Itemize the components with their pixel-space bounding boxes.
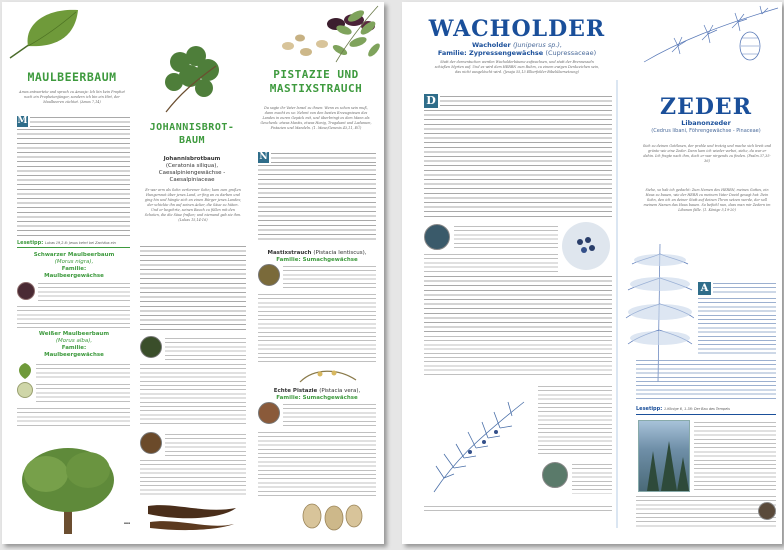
carob-pods-illustration <box>144 500 240 532</box>
title-line: PISTAZIE UND <box>273 68 359 81</box>
juniper-sketch-illustration <box>424 382 534 502</box>
zeder-bottom-text <box>636 496 776 528</box>
maulbeerbaum-quote: Amos antwortete und sprach zu Amazja: Ich bin kein Prophet noch ein Prophetenjünger, sondern ich bin ein Hirt, der Maulbeeren züchtet. (Amos 7,14) <box>19 90 125 104</box>
wacholder-dropcap: D <box>424 94 438 108</box>
lesetipp-reference: Lukas 19,2-6: Jesus kehrt bei Zachäus ein <box>44 241 116 245</box>
wacholder-side-text-2 <box>572 464 612 494</box>
mastic-photo <box>258 264 280 286</box>
zeder-intro-text <box>713 283 776 295</box>
mastixstrauch-text-cont <box>258 294 376 364</box>
species-latin: (Ceratonia siliqua), <box>165 162 219 169</box>
wacholder-body-text-3 <box>424 336 612 378</box>
zeder-lesetipp <box>636 406 776 412</box>
wacholder-body-text <box>424 110 612 220</box>
schwarzer-maulbeerbaum-text <box>38 283 130 303</box>
species-family: Familie: Sumachgewächse <box>276 394 358 401</box>
white-mulberry-leaf-icon <box>17 362 33 380</box>
zeder-side-text <box>694 422 776 492</box>
wacholder-footnote <box>424 506 612 516</box>
poster-right-panel <box>402 2 782 544</box>
pistachio-shells-illustration <box>298 500 368 532</box>
pistazie-body-text <box>258 165 376 243</box>
mastixstrauch-heading <box>260 250 374 264</box>
wacholder-subtitle <box>422 42 612 58</box>
species-family-label: Familie: <box>61 344 87 351</box>
wacholder-text-3 <box>424 254 558 272</box>
maulbeerbaum-lesetipp <box>17 240 132 246</box>
zeder-quote-2: Siehe, so hab ich gedacht: Zum Namen des HERRN, meines Gottes, ein Haus zu bauen, wie der HERR zu meinem Vater David gesagt hat: Dein Sohn, den ich an deiner Statt auf deinen Thron setzen werde, der soll meinem Namen das Haus bauen. So befiehl nun, dass man mir Zedern im Libanon fälle. (1. Könige 5,19-20) <box>643 188 771 212</box>
mastixstrauch-text <box>283 266 376 290</box>
species-family-name: Maulbeergewächse <box>44 272 104 279</box>
carob-photo-1 <box>140 336 162 358</box>
species-name: Johannisbrotbaum <box>163 156 221 162</box>
cedar-cone-photo <box>758 502 776 520</box>
species-latin: (Morus alba), <box>55 337 93 344</box>
species-name: Wacholder <box>471 41 511 49</box>
pistazie-intro-text <box>271 153 376 163</box>
juniper-shrub-photo <box>542 462 568 488</box>
zeder-dropcap: A <box>698 282 711 295</box>
pistachio-photo <box>258 402 280 424</box>
white-mulberry-photo <box>17 382 33 398</box>
maulbeerbaum-body-text <box>17 129 130 237</box>
species-latin: (Pistacia vera), <box>319 388 361 394</box>
species-family-latin: (Cupressaceae) <box>545 48 597 57</box>
carob-pod-photo <box>140 432 162 454</box>
weisser-maulbeerbaum-text-cont <box>36 384 130 404</box>
schwarzer-maulbeerbaum-text-cont <box>17 306 130 328</box>
wacholder-body-text-2 <box>424 276 612 332</box>
title-line: BAUM <box>178 134 206 146</box>
species-latin: (Pistacia lentiscus), <box>313 250 367 256</box>
lesetipp-label: Lesetipp: <box>636 406 663 412</box>
weisser-maulbeerbaum-heading <box>18 331 130 359</box>
mulberry-leaf-illustration <box>6 6 88 62</box>
title-line: JOHANNISBROT- <box>149 122 235 133</box>
species-name: Mastixstrauch <box>267 250 312 256</box>
cedar-forest-photo <box>638 420 690 492</box>
footnote-lines <box>424 506 612 514</box>
johannisbrotbaum-text-2 <box>165 338 246 360</box>
maulbeerbaum-dropcap: M <box>17 116 28 126</box>
species-name: Schwarzer Maulbeerbaum <box>33 252 115 258</box>
mastic-resin-illustration <box>298 364 358 386</box>
tree-caption: ▪▪▪ <box>123 521 130 525</box>
pistazie-title <box>256 68 376 97</box>
species-family: Familie: Sumachgewächse <box>276 256 358 263</box>
johannisbrotbaum-body-text <box>140 246 246 332</box>
species-latin: (Juniperus sp.), <box>512 41 563 49</box>
zeder-subtitle <box>636 120 776 134</box>
zeder-quote-1: Sieh zu deinen Gottlosen, der prahle und trotzig und mache sich breit und grünte wie eine Zeder. Dann kam ich wieder vorbei, siehe, da war er dahin. Ich fragte nach ihm, doch er war nirgends zu finden. (Psalm 37,35-36) <box>642 144 772 163</box>
johannisbrotbaum-subheading <box>142 156 242 184</box>
species-family: Familie: Zypressengewächse <box>437 48 544 57</box>
johannisbrotbaum-quote: Er war arm als Sohn verlorener Sohn; kam zum großen Hungersnot über jenes Land, er fing an zu darben und ging hin und hängte sich an einen Bürger jenes Landes; der schickte ihn auf seinen Acker, die Säue zu hüten. Und er begehrte, seinen Bauch zu füllen mit den Schoten, die die Säue fraßen; und niemand gab sie ihm. (Lukas 15,14-16) <box>144 188 242 222</box>
species-name: Echte Pistazie <box>273 388 318 394</box>
echte-pistazie-heading <box>260 388 374 402</box>
species-name: Libanonzeder <box>681 119 731 127</box>
species-family-label: Familie: <box>61 265 87 272</box>
wacholder-side-text <box>538 386 612 456</box>
johannisbrotbaum-title <box>140 122 244 147</box>
divider-line <box>17 247 130 248</box>
maulbeerbaum-intro-text <box>30 117 130 127</box>
johannisbrotbaum-text-5 <box>140 460 246 498</box>
pistazie-quote: Da sagte ihr Vater Israel zu ihnen: Wenn es schon sein muß, dann macht es so: Nehmt von den besten Erzeugnissen des Landes in euren Gepäck mit, und überbringt es dem Mann als Geschenk: etwas Mastix, etwas Honig, Tragakant und Ladanum, Pistazien und Mandeln. (1. Mose/Genesis 43,11, EÜ) <box>260 106 372 130</box>
divider-line <box>636 414 776 415</box>
cedar-branch-illustration <box>638 2 782 74</box>
poster-left-panel <box>2 2 384 544</box>
species-family: Caesalpiniaceae <box>169 176 215 183</box>
carob-branch-illustration <box>146 42 236 116</box>
species-name: Weißer Maulbeerbaum <box>38 331 110 337</box>
johannisbrotbaum-text-4 <box>165 434 246 456</box>
wacholder-text-2 <box>454 226 558 248</box>
maulbeerbaum-title: MAULBEERBAUM <box>27 70 117 84</box>
johannisbrotbaum-text-3 <box>140 364 246 426</box>
wacholder-intro-text <box>440 96 612 108</box>
wacholder-quote: Statt der dornentuchen werden Wacholderbäume aufwachsen, und statt der Brennesseln schießen Myrten auf. Und es wird dem HERRN zum Ruhm, zu einem ewigen Denkzeichen sein, das nicht ausgelöscht wird. (Jesaja 55,13 Elberfelder Bibelübersetzung) <box>434 60 600 74</box>
species-latin: (Cedrus libani, Föhrengewächse - Pinaceae) <box>651 127 761 134</box>
pistachio-nuts-illustration <box>278 32 342 62</box>
title-line: MASTIXSTRAUCH <box>269 82 363 96</box>
cedar-forest-silhouette <box>639 421 691 493</box>
column-divider <box>616 80 618 528</box>
echte-pistazie-text <box>283 404 376 428</box>
juniper-photo <box>424 224 450 250</box>
juniper-berries-illustration <box>560 220 612 272</box>
maulbeerbaum-extra-text <box>17 408 130 428</box>
zeder-title: ZEDER <box>660 94 752 120</box>
schwarzer-maulbeerbaum-heading <box>18 252 130 280</box>
species-family: Caesalpiniengewächse - <box>158 169 226 176</box>
lesetipp-reference: 1.Könige 6, 1-38: Der Bau des Tempels <box>663 407 730 411</box>
weisser-maulbeerbaum-text <box>36 364 130 380</box>
wacholder-title: WACHOLDER <box>428 16 606 42</box>
zeder-body-text <box>698 298 776 354</box>
species-family-name: Maulbeergewächse <box>44 351 104 358</box>
species-latin: (Morus nigra), <box>54 258 94 265</box>
black-mulberry-photo <box>17 282 35 300</box>
echte-pistazie-text-cont <box>258 432 376 498</box>
zeder-body-text-2 <box>636 360 776 400</box>
pistazie-dropcap: N <box>259 152 268 162</box>
lesetipp-label: Lesetipp: <box>17 240 44 246</box>
